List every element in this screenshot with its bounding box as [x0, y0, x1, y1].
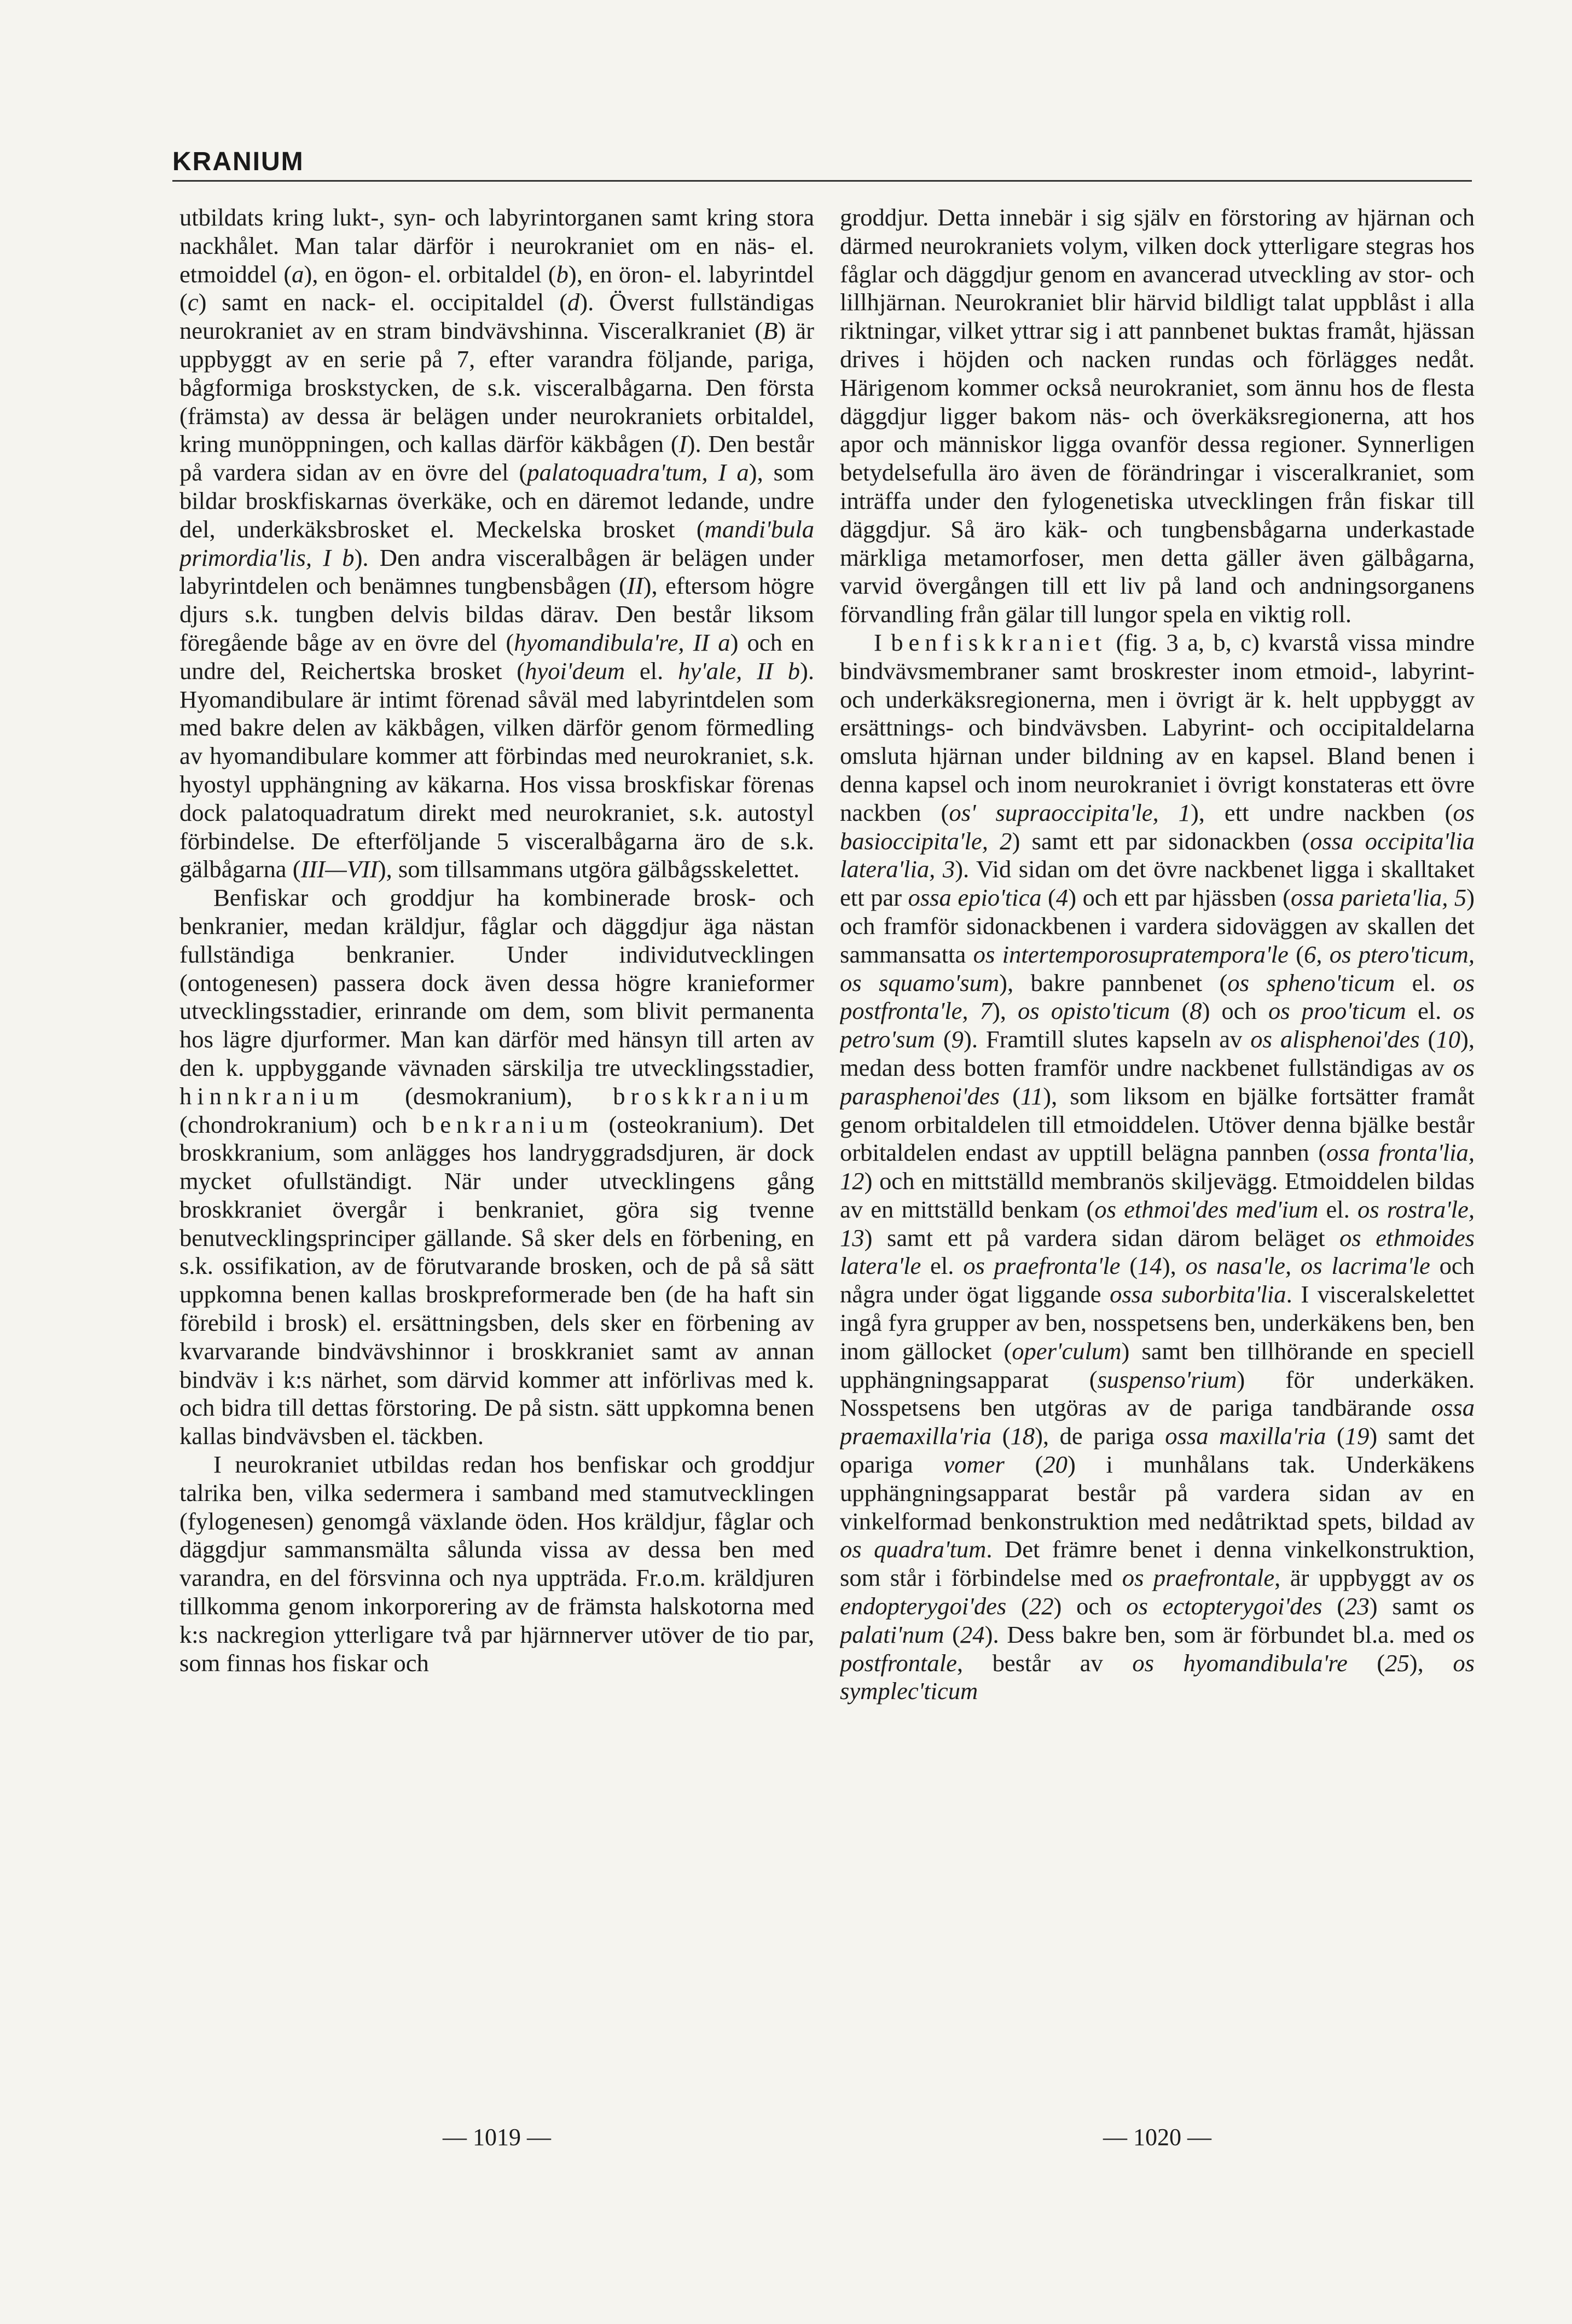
left-paragraph-3: [179, 1451, 814, 1677]
left-paragraph-2: [179, 884, 814, 1451]
text-run: , består av: [956, 1649, 1133, 1677]
text-run: el.: [1318, 1195, 1358, 1223]
text-run: el.: [625, 657, 678, 685]
italic-term: os alisphenoi'des: [1250, 1025, 1420, 1053]
italic-term: vomer: [943, 1451, 1005, 1479]
italic-term: os praefronta'le: [963, 1252, 1121, 1280]
right-paragraph-1: [840, 204, 1475, 629]
text-run: ) i munhålans tak. Underkäkens upphängningsapparat består på vardera sidan av en vinkelformad benkonstruktion med nedåtriktad spets, bildad av: [840, 1451, 1475, 1535]
text-run: I neurokraniet utbildas redan hos benfiskar och groddjur talrika ben, vilka sedermera i samband med stamutvecklingen (fylogenesen) genomgå växlande öden. Hos kräldjur, fåglar och däggdjur sammansmälta sålunda vissa av dessa ben med varandra, en del försvinna och nya uppträda. Fr.o.m. kräldjuren tillkomma genom inkorporering av de främsta halskotorna med k:s nackregion ytterligare två par hjärnnerver utöver de tio par, som finnas hos fiskar och: [179, 1451, 814, 1677]
page-number-left: — 1019 —: [443, 2124, 551, 2151]
header-title: KRANIUM: [172, 147, 304, 176]
italic-term: palatoquadra'tum, I a: [527, 459, 749, 486]
italic-term: os palati'num: [840, 1592, 1475, 1648]
text-run: ) och: [1202, 997, 1268, 1025]
text-run: el.: [921, 1252, 964, 1280]
text-run: ), som tillsammans utgöra gälbågsskelettet.: [378, 855, 800, 883]
italic-term: ossa epio'tica: [908, 884, 1042, 912]
text-run: (: [1326, 1422, 1345, 1450]
spaced-term: benkranium: [422, 1110, 594, 1138]
text-run: ), ett undre nackben (: [1190, 798, 1453, 826]
italic-term: ossa occipita'lia latera'lia, 3: [840, 827, 1475, 883]
text-run: ), medan dess botten framför undre nackbenet fullständigas av: [840, 1025, 1475, 1081]
text-run: groddjur. Detta innebär i sig själv en förstoring av hjärnan och därmed neurokraniets volym, vilken dock ytterligare stegras hos fåglar och däggdjur genom en avancerad utveckling av stor- och lillhjärnan. Neurokraniet blir härvid bildligt talat uppblåst i alla riktningar, vilket yttrar sig i att pannbenet buktas framåt, hjässan drives i höjden och nacken rundas och förlägges nedåt. Härigenom kommer också neurokraniet, som ännu hos de flesta däggdjur ligger bakom näs- och överkäksregionerna, att hos apor och människor ligga ovanför dessa regioner. Synnerligen betydelsefulla äro även de förändringar i visceralkraniet, som inträffa under den fylogenetiska utvecklingen från fiskar till däggdjur. Så äro käk- och tungbensbågarna underkastade märkliga metamorfoser, men detta gäller även gälbågarna, varvid övergången till ett liv på land och andningsorganens förvandling från gälar till lungor spela en viktig roll.: [840, 204, 1475, 628]
text-run: ) samt en nack- el. occipitaldel (: [198, 288, 567, 316]
italic-term: mandi'bula primordia'lis, I b: [179, 515, 814, 571]
text-run: ), som liksom en bjälke fortsätter framåt genom orbitaldelen till etmoiddelen. Utöver denna bjälke består orbitaldelen endast av upptill belägna pannben (: [840, 1082, 1475, 1167]
running-header: [172, 147, 1472, 182]
italic-term: ossa praemaxilla'ria: [840, 1394, 1475, 1450]
text-run: ) för underkäken. Nosspetsens ben utgöras av de pariga tandbärande: [840, 1365, 1475, 1422]
text-run: ) samt ben tillhörande en speciell upphängningsapparat (: [840, 1337, 1475, 1393]
text-run: ). Dess bakre ben, som är förbundet bl.a. med: [984, 1620, 1453, 1648]
italic-term: ossa maxilla'ria: [1165, 1422, 1326, 1450]
text-run: I: [874, 628, 891, 656]
italic-term: 6, os ptero'ticum, os squamo'sum: [840, 940, 1475, 996]
text-run: ) och: [1053, 1592, 1127, 1620]
text-run: (desmokranium),: [364, 1082, 613, 1110]
italic-term: os intertemporosupratempora'le: [973, 940, 1289, 968]
text-run: ) och en mittställd membranös skiljevägg. Etmoiddelen bildas av en mittställd benkam (: [840, 1167, 1475, 1223]
italic-term: os spheno'ticum: [1227, 969, 1395, 996]
italic-term: os rostra'le, 13: [840, 1195, 1475, 1251]
italic-term: hy'ale, II b: [678, 657, 800, 685]
text-run: (chondrokranium) och: [179, 1110, 422, 1138]
italic-term: os parasphenoi'des: [840, 1053, 1475, 1110]
text-run: ),: [991, 997, 1018, 1025]
italic-term: os ectopterygoi'des: [1126, 1592, 1322, 1620]
italic-term: os ethmoi'des med'ium: [1094, 1195, 1319, 1223]
text-run: (: [1288, 940, 1304, 968]
text-run: ),: [1409, 1649, 1453, 1677]
right-paragraph-2: [840, 629, 1475, 1706]
spaced-term: hinnkranium: [179, 1082, 364, 1110]
italic-term: 8: [1190, 997, 1202, 1025]
italic-term: os opisto'ticum: [1018, 997, 1170, 1025]
text-run: (: [1006, 1592, 1029, 1620]
text-run: (: [935, 1025, 952, 1053]
text-run: (: [1419, 1025, 1436, 1053]
italic-term: oper'culum: [1012, 1337, 1122, 1365]
italic-term: 18: [1010, 1422, 1035, 1450]
italic-term: 9: [951, 1025, 964, 1053]
italic-term: os petro'sum: [840, 997, 1475, 1053]
text-run: utbildats kring lukt-, syn- och labyrintorganen samt kring stora nackhålet. Man talar därför i neurokraniet om en näs- el. etmoiddel (: [179, 204, 814, 288]
text-run: ). Framtill slutes kapseln av: [963, 1025, 1251, 1053]
text-run: ) samt ett på vardera sidan därom beläget: [864, 1224, 1339, 1251]
italic-term: 20: [1043, 1451, 1068, 1479]
text-run: ) samt: [1369, 1592, 1453, 1620]
text-run: (: [1041, 884, 1056, 912]
text-run: (osteokranium). Det broskkranium, som anlägges hos landryggradsdjuren, är dock mycket ofullständigt. När under utvecklingens gång broskkraniet övergår i benkraniet, göra sig tvenne benutvecklingsprinciper gällande. Så sker dels en förbening, en s.k. ossifikation, av de förutvarande brosken, och de på så sätt uppkomna benen kallas broskpreformerade ben (de ha haft sin förebild i brosk) el. ersättningsben, dels sker en förbening av kvarvarande bindvävshinnor i broskkraniet samt av annan bindväv i k:s närhet, som därvid kommer att införlivas med k. och bidra till dettas förstoring. De på sistn. sätt uppkomna benen kallas bindvävsben el. täckben.: [179, 1110, 814, 1450]
italic-term: os' supraoccipita'le, 1: [949, 798, 1191, 826]
italic-term: III—VII: [300, 855, 378, 883]
left-column: [179, 204, 814, 2064]
italic-term: a: [292, 260, 304, 288]
text-run: . I visceralskelettet ingå fyra grupper av ben, nosspetsens ben, underkäkens ben, ben inom gällocket (: [840, 1280, 1475, 1365]
text-run: el.: [1406, 997, 1453, 1025]
italic-term: os nasa'le, os lacrima'le: [1185, 1252, 1430, 1280]
italic-term: 24: [960, 1620, 985, 1648]
text-run: (: [991, 1422, 1011, 1450]
text-run: (: [1004, 1451, 1043, 1479]
italic-term: c: [187, 288, 199, 316]
italic-term: ossa suborbita'lia: [1110, 1280, 1286, 1308]
text-run: ), eftersom högre djurs s.k. tungben delvis bildas därav. Den består liksom föregående båge av en övre del (: [179, 572, 814, 656]
text-run: ) samt ett par sidonackben (: [1012, 827, 1310, 855]
italic-term: 19: [1344, 1422, 1370, 1450]
spaced-term: broskkranium: [613, 1082, 814, 1110]
right-column: [840, 204, 1475, 2064]
text-run: (: [1322, 1592, 1345, 1620]
spaced-term: benfiskkraniet: [891, 628, 1107, 656]
text-run: (: [1170, 997, 1190, 1025]
italic-term: suspenso'rium: [1097, 1365, 1237, 1393]
italic-term: 10: [1436, 1025, 1460, 1053]
text-run: ),: [1162, 1252, 1186, 1280]
italic-term: B: [763, 317, 778, 345]
text-run: ), som bildar broskfiskarnas överkäke, och en däremot ledande, undre del, underkäksbrosket el. Meckelska brosket (: [179, 459, 814, 543]
text-run: ), en öron- el. labyrintdel (: [179, 260, 814, 316]
italic-term: II: [627, 572, 643, 600]
italic-term: os ethmoides latera'le: [840, 1224, 1475, 1280]
italic-term: 4: [1055, 884, 1069, 912]
text-run: (: [999, 1082, 1020, 1110]
text-run: ) samt det opariga: [840, 1422, 1475, 1479]
text-run: (: [1347, 1649, 1385, 1677]
text-run: , är uppbyggt av: [1274, 1564, 1453, 1592]
text-run: Benfiskar och groddjur ha kombinerade brosk- och benkranier, medan kräldjur, fåglar och däggdjur äga nästan fullständiga benkranier. Under individutvecklingen (ontogenesen) passera dock även dessa högre kranieformer utvecklingsstadier, erinrande om dem, som blivit permanenta hos lägre djurformer. Man kan därför med hänsyn till arten av den k. uppbyggande vävnaden särskilja tre utvecklingsstadier,: [179, 884, 814, 1081]
italic-term: os endopterygoi'des: [840, 1564, 1475, 1620]
italic-term: I: [678, 430, 687, 458]
italic-term: os quadra'tum: [840, 1535, 987, 1563]
text-run: (: [944, 1620, 960, 1648]
text-run: (: [1120, 1252, 1138, 1280]
text-run: och några under ögat liggande: [840, 1252, 1475, 1308]
text-run: ). Vid sidan om det övre nackbenet ligga i skalltaket ett par: [840, 855, 1475, 912]
italic-term: os postfrontale: [840, 1620, 1475, 1677]
text-run: ) är uppbyggt av en serie på 7, efter varandra följande, pariga, bågformiga broskstycken, de s.k. visceralbågarna. Den första (främsta) av dessa är belägen under neurokraniets orbitaldel, kring munöppningen, och kallas därför käkbågen (: [179, 317, 814, 458]
italic-term: os symplec'ticum: [840, 1649, 1475, 1705]
text-run: ). Den andra visceralbågen är belägen under labyrintdelen och benämnes tungbensbågen (: [179, 543, 814, 600]
text-run: ), bakre pannbenet (: [999, 969, 1228, 996]
italic-term: 11: [1020, 1082, 1043, 1110]
italic-term: os proo'ticum: [1268, 997, 1406, 1025]
text-run: ). Den består på vardera sidan av en övre del (: [179, 430, 814, 486]
italic-term: 23: [1345, 1592, 1370, 1620]
text-run: ) och en undre del, Reichertska brosket (: [179, 628, 814, 685]
italic-term: b: [556, 260, 569, 288]
italic-term: 22: [1029, 1592, 1054, 1620]
text-run: ) och framför sidonackbenen i vardera sidoväggen av skallen det sammansatta: [840, 884, 1475, 968]
italic-term: hyoi'deum: [525, 657, 625, 685]
italic-term: d: [567, 288, 580, 316]
text-run: ). Hyomandibulare är intimt förenad såväl med labyrintdelen som med bakre delen av käkbågen, vilken därför genom förmedling av hyomandibulare kommer att förbindas med neurokraniet, s.k. hyostyl upphängning av käkarna. Hos vissa broskfiskar förenas dock palatoquadratum direkt med neurokraniet, s.k. autostyl förbindelse. De efterföljande 5 visceralbågarna äro de s.k. gälbågarna (: [179, 657, 814, 883]
text-run: . Det främre benet i denna vinkelkonstruktion, som står i förbindelse med: [840, 1535, 1475, 1592]
text-run: (fig. 3 a, b, c) kvarstå vissa mindre bindvävsmembraner samt broskrester inom etmoid-, labyrint- och underkäksregionerna, men i övrigt är k. helt uppbyggt av ersättnings- och bindvävsben. Labyrint- och occipitaldelarna omsluta hjärnan under bildning av en kapsel. Bland benen i denna kapsel och inom neurokraniet i övrigt konstateras ett övre nackben (: [840, 628, 1475, 826]
text-run: ). Överst fullständigas neurokraniet av en stram bindvävshinna. Visceralkraniet (: [179, 288, 814, 345]
italic-term: 14: [1138, 1252, 1162, 1280]
text-run: ), de pariga: [1035, 1422, 1165, 1450]
left-paragraph-1: [179, 204, 814, 884]
italic-term: os praefrontale: [1122, 1564, 1275, 1592]
text-run: el.: [1395, 969, 1453, 996]
text-run: ) och ett par hjässben (: [1068, 884, 1291, 912]
italic-term: os hyomandibula're: [1132, 1649, 1348, 1677]
italic-term: ossa fronta'lia, 12: [840, 1139, 1475, 1195]
italic-term: os basioccipita'le, 2: [840, 798, 1475, 855]
italic-term: 25: [1385, 1649, 1409, 1677]
page-number-right: — 1020 —: [1103, 2124, 1211, 2151]
italic-term: ossa parieta'lia, 5: [1290, 884, 1467, 912]
italic-term: hyomandibula're, II a: [514, 628, 730, 656]
text-run: ), en ögon- el. orbitaldel (: [304, 260, 556, 288]
italic-term: os postfronta'le, 7: [840, 969, 1475, 1025]
